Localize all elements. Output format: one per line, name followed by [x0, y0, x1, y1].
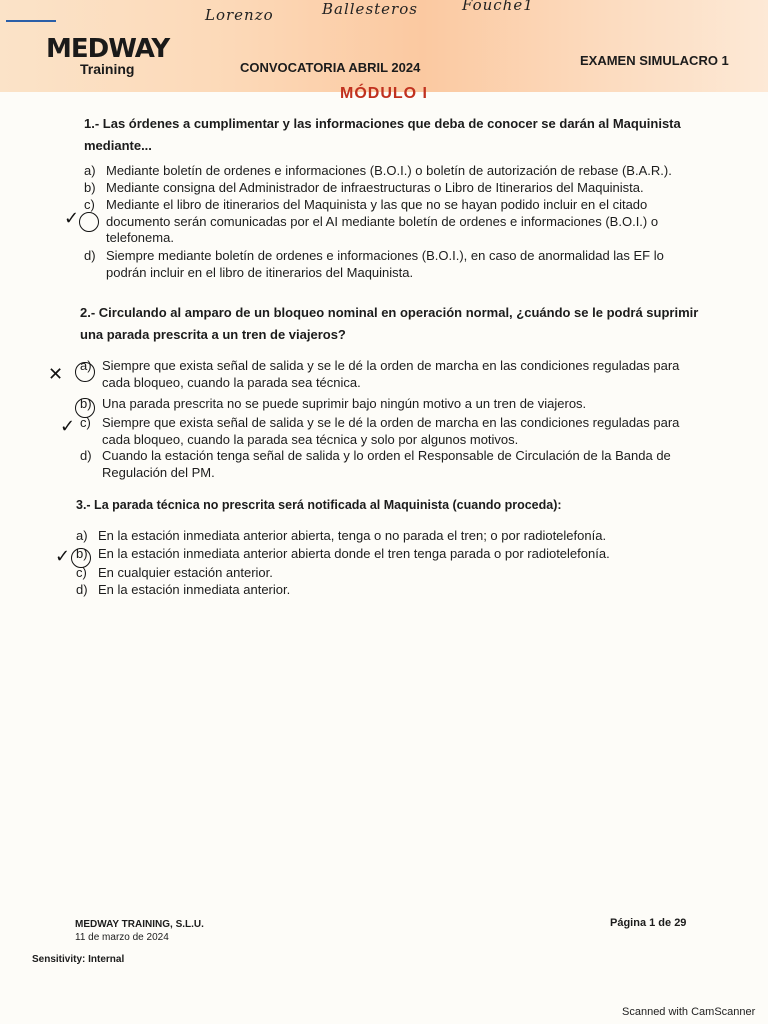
q3-option-d[interactable] [76, 582, 716, 599]
question-3: 3.- La parada técnica no prescrita será notificada al Maquinista (cuando proceda): [76, 498, 562, 512]
option-letter: c) [84, 197, 95, 212]
q1-option-b[interactable] [84, 180, 724, 197]
option-letter: d) [80, 448, 92, 463]
check-mark-icon: ✓ [60, 416, 76, 437]
handwritten-first-name: Lorenzo [205, 6, 274, 24]
q2-option-b[interactable] [80, 396, 720, 413]
exam-title: EXAMEN SIMULACRO 1 [580, 53, 729, 68]
handwritten-surname-2: Fouche1 [462, 0, 534, 14]
medway-logo: MEDWAY [46, 34, 170, 64]
option-text: En la estación inmediata anterior abierta donde el tren tenga parada o por radiotelefonía. [98, 546, 610, 561]
option-text: Siempre que exista señal de salida y se le dé la orden de marcha en las condiciones reguladas para cada bloqueo, cuando la parada sea técnica. [102, 358, 680, 390]
option-letter: c) [80, 415, 91, 430]
convocatoria-label: CONVOCATORIA ABRIL 2024 [240, 60, 421, 75]
option-text: En la estación inmediata anterior. [98, 582, 291, 597]
q3-option-a[interactable] [76, 528, 716, 545]
option-text: Mediante boletín de ordenes e informaciones (B.O.I.) o boletín de autorización de rebase (B.A.R.). [106, 163, 672, 178]
answer-circle-icon [75, 398, 95, 418]
option-text: En cualquier estación anterior. [98, 565, 273, 580]
answer-circle-icon [79, 212, 99, 232]
check-mark-icon: ✓ [55, 546, 71, 567]
option-text: Cuando la estación tenga señal de salida y lo orden el Responsable de Circulación de la Banda de Regulación del PM. [102, 448, 671, 480]
option-text: Mediante consigna del Administrador de infraestructuras o Libro de Itinerarios del Maquinista. [106, 180, 644, 195]
option-letter: b) [84, 180, 96, 195]
handwritten-surname-1: Ballesteros [322, 0, 418, 18]
option-letter: b) [76, 546, 88, 561]
option-text: Mediante el libro de itinerarios del Maquinista y las que no se hayan podido incluir en el citado documento serán comunicadas por el AI mediante boletín de ordenes e informaciones (B.O.I.) o telefonema. [106, 197, 659, 245]
option-text: Una parada prescrita no se puede suprimir bajo ningún motivo a un tren de viajeros. [102, 396, 587, 411]
question-1: 1.- Las órdenes a cumplimentar y las informaciones que deba de conocer se darán al Maquinista mediante... [84, 116, 681, 153]
footer-company: MEDWAY TRAINING, S.L.U. [75, 919, 204, 930]
module-title: MÓDULO I [340, 85, 428, 102]
q1-option-d[interactable] [84, 248, 724, 280]
footer-date: 11 de marzo de 2024 [75, 932, 169, 943]
answer-circle-icon [71, 548, 91, 568]
q1-option-c[interactable] [84, 197, 724, 245]
header-rule [6, 20, 56, 22]
option-text: Siempre que exista señal de salida y se le dé la orden de marcha en las condiciones reguladas para cada bloqueo, cuando la parada sea técnica y solo por algunos motivos. [102, 415, 680, 447]
option-letter: c) [76, 565, 87, 580]
q2-option-d[interactable] [80, 448, 720, 480]
page-number: Página 1 de 29 [610, 917, 687, 929]
option-letter: a) [84, 163, 96, 178]
option-letter: a) [76, 528, 88, 543]
q2-option-a[interactable] [80, 358, 720, 390]
option-letter: a) [80, 358, 92, 373]
option-letter: b) [80, 396, 92, 411]
q2-option-c[interactable] [80, 415, 720, 447]
q3-option-b[interactable] [76, 546, 716, 563]
option-letter: d) [84, 248, 96, 263]
option-text: En la estación inmediata anterior abierta, tenga o no parada el tren; o por radiotelefonía. [98, 528, 607, 543]
logo-subtitle: Training [80, 61, 135, 77]
option-text: Siempre mediante boletín de ordenes e informaciones (B.O.I.), en caso de anormalidad las EF lo podrán incluir en el libro de itinerarios del Maquinista. [106, 248, 664, 280]
q3-option-c[interactable] [76, 565, 716, 582]
question-2: 2.- Circulando al amparo de un bloqueo nominal en operación normal, ¿cuándo se le podrá suprimir una parada prescrita a un tren de viajeros? [80, 305, 699, 342]
scanner-watermark: Scanned with CamScanner [622, 1006, 756, 1018]
option-letter: d) [76, 582, 88, 597]
cross-mark-icon: ✕ [48, 364, 64, 385]
sensitivity-label: Sensitivity: Internal [32, 954, 125, 965]
check-mark-icon: ✓ [64, 208, 80, 229]
q1-option-a[interactable] [84, 163, 724, 180]
answer-circle-icon [75, 362, 95, 382]
